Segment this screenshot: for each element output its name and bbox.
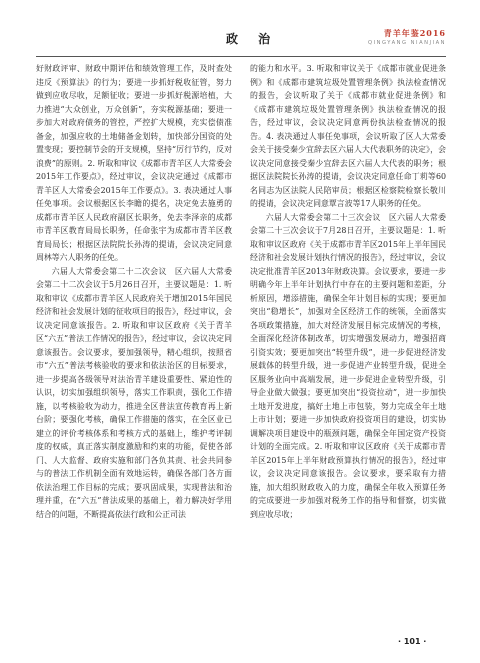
yearbook-brand bbox=[368, 28, 446, 46]
paragraph: 六届人大常委会第二十二次会议 区六届人大常委会第二十二次会议于5月26日召开，主要议题是：1. 听取和审议《成都市青羊区人民政府关于增加2015年国民经济和社会发展计划的征收项目的报告》，经过审议，会议决定同意该报告。2. 听取和审议区政府《关于青羊区“六五”普法工作情况的报告》，经过审议，会议决定同意该报告。会议要求，要加强领导，精心组织，按照省市“六五”普法考核验收的要求和依法治区的目标要求，进一步提高各级领导对法治青羊建设重要性、紧迫性的认识，切实加强组织领导，落实工作职责，强化工作措施，以考核验收为动力，推进全区普法宣传教育再上新台阶；要强化考核，确保工作措施的落实，在全区业已建立的评价考核体系和考核方式的基础上，维护考评制度的权威，真正落实制度激励和约束的功能，促使各部门、人大监督、政府实施和部门各负其责、社会共同参与的普法工作机制全面有效地运转，确保各部门各方面依法治理工作目标的完成；要巩固成果，实现普法和治理并重，在“六五”普法成果的基础上，着力解决好学用结合的问题，不断提高依法行政和公正司法 bbox=[36, 266, 232, 519]
page-header bbox=[36, 30, 446, 56]
brand-name: 青羊年鉴2016 bbox=[383, 28, 446, 38]
paragraph: 六届人大常委会第二十三次会议 区六届人大常委会第二十三次会议于7月28日召开，主要议题是：1. 听取和审议区政府《关于成都市青羊区2015年上半年国民经济和社会发展计划执行情况的报告》，经过审议，会议决定批准青羊区2013年财政决算。会议要求，要进一步明确今年上半年计划执行中存在的主要问题和差距，分析原因，增添措施，确保全年计划目标的实现；要更加突出“稳增长”，加强对全区经济工作的统领，全面落实各项政策措施，加大对经济发展目标完成情况的考核，全面深化经济体制改革，切实增强发展动力，增强招商引资实效；要更加突出“转型升级”，进一步促进经济发展载体的转型升级，进一步促进产业转型升级，促进全区服务业向中高端发展，进一步促进企业转型升级，引导企业做大做强；要更加突出“投资拉动”，进一步加快土地开发进度，搞好土地上市包装，努力完成全年土地上市计划；要进一步加快政府投资项目的建设，切实协调解决项目建设中的瓶颈问题，确保全年国定资产投资计划的全面完成。2. 听取和审议区政府《关于成都市青羊区2015年上半年财政预算执行情况的报告》，经过审议，会议决定同意该报告。会议要求，要采取有力措施，加大组织财政收入的力度，确保全年收入预算任务的完成要进一步加强对税务工作的指导和督察，切实做到应收尽收； bbox=[250, 212, 446, 519]
paragraph: 的能力和水平。3. 听取和审议关于《成都市就业促进条例》和《成都市建筑垃圾处置管理条例》执法检查情况的报告，会议听取了关于《成都市就业促进条例》和《成都市建筑垃圾处置管理条例》执法检查情况的报告，经过审议，会议决定同意两份执法检查情况的报告。4. 表决通过人事任免事项，会议听取了区人大常委会关于接受秦少宜辞去区六届人大代表职务的决定》，会议决定同意接受秦少宜辞去区六届人大代表的职务；根据区法院院长孙涛的提请，会议决定同意任命丁莉等60名同志为区法院人民陪审员；根据区检察院检察长敬川的提请，会议决定同意覃言波等17人职务的任免。 bbox=[250, 64, 446, 208]
section-title: 政 治 bbox=[226, 32, 279, 46]
right-column bbox=[250, 62, 446, 521]
header-rule bbox=[36, 56, 446, 57]
page-number: · 101 · bbox=[398, 637, 427, 646]
brand-subtitle: QINGYANG NIANJIAN bbox=[368, 40, 446, 46]
paragraph: 好财政评审、财政中期评估和绩效管理工作，及时查处违反《预算法》的行为；要进一步抓好税收征管，努力做到应收尽收，足额征收；要进一步抓好税源培植，大力推进“大众创业，万众创新”，夯实税源基础；要进一步加大对政府债务的管控，严控扩大规模，充实偿债准备金，加强应收的土地储备金划转，加快部分国资的处置变现；要控制节会的开支规模，坚持“厉行节约，反对浪费”的原则。2. 听取和审议《成都市青羊区人大常委会2015年工作要点》，经过审议，会议决定通过《成都市青羊区人大常委会2015年工作要点》。3. 表决通过人事任免事项。会议根据区长李瞻的提名，决定免去施勇的成都市青羊区人民政府副区长职务，免去李泽亲的成都市青羊区教育局局长职务，任命张宇为成都市青羊区教育局局长；根据区法院院长孙涛的提请，会议决定同意周林等六人职务的任免。 bbox=[36, 64, 232, 262]
left-column bbox=[36, 62, 232, 521]
